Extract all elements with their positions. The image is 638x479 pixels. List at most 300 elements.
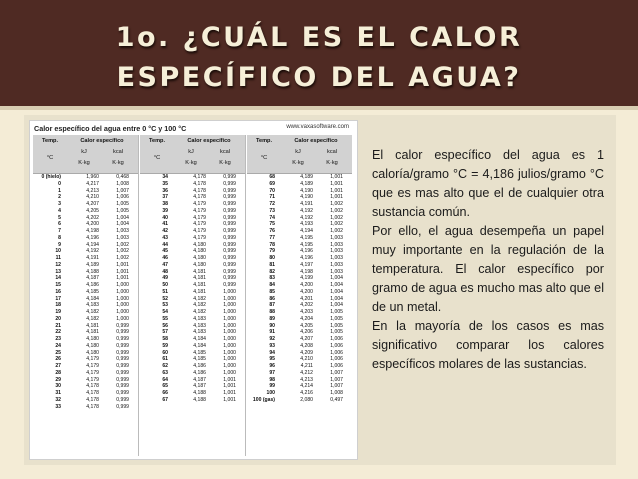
header-temp-unit: °C [153, 155, 161, 161]
row-temp: 42 [162, 228, 168, 234]
row-kcal: 1,000 [116, 288, 129, 295]
row-temp: 22 [55, 329, 61, 336]
table-row [140, 235, 245, 242]
table-row [140, 302, 245, 309]
row-kj: 4,208 [300, 342, 313, 349]
row-kj: 4,188 [86, 268, 99, 275]
row-temp: 25 [55, 349, 61, 356]
row-kj: 4,187 [86, 275, 99, 282]
row-kcal: 1,000 [223, 356, 236, 363]
header-kj-denom: K·kg [78, 160, 90, 166]
row-kcal: 0,999 [223, 275, 236, 282]
row-temp: 1 [58, 187, 61, 194]
row-kcal: 1,005 [116, 207, 129, 214]
row-kj: 4,179 [86, 376, 99, 383]
table-row [140, 269, 245, 276]
paragraph-molar-heat: En la mayoría de los casos es mas significativo comparar los calores específicos molares de las sustancias. [372, 319, 604, 371]
row-temp: 51 [162, 288, 168, 295]
header-kcal-denom: K·kg [326, 160, 338, 166]
row-temp: 63 [162, 369, 168, 376]
table-row [247, 302, 352, 309]
title-divider [0, 106, 638, 110]
row-kcal: 0,999 [116, 356, 129, 363]
table-row [33, 208, 138, 215]
table-row [247, 296, 352, 303]
row-kj: 4,198 [86, 228, 99, 234]
row-kcal: 1,000 [116, 309, 129, 315]
table-row [33, 262, 138, 269]
row-kj: 4,196 [86, 234, 99, 241]
row-temp: 11 [55, 255, 61, 261]
header-calor: Calor específico [294, 138, 338, 144]
row-kcal: 1,006 [330, 336, 343, 342]
row-kcal: 1,004 [330, 295, 343, 302]
row-kcal: 1,002 [116, 255, 129, 261]
row-temp: 57 [162, 329, 168, 336]
row-temp: 37 [162, 194, 168, 201]
row-kcal: 1,000 [223, 363, 236, 369]
row-temp: 70 [269, 187, 275, 194]
table-row [247, 242, 352, 249]
row-kcal: 1,001 [223, 383, 236, 390]
row-kcal: 1,000 [116, 295, 129, 302]
row-kcal: 1,005 [330, 329, 343, 336]
row-temp: 61 [162, 356, 168, 363]
row-kj: 4,181 [193, 288, 206, 295]
table-source: www.vaxasoftware.com [286, 124, 349, 130]
table-row [140, 336, 245, 343]
table-row [247, 275, 352, 282]
row-temp: 59 [162, 342, 168, 349]
row-temp: 12 [55, 261, 61, 268]
row-kcal: 0,999 [223, 268, 236, 275]
row-temp: 62 [162, 363, 168, 369]
row-temp: 97 [269, 369, 275, 376]
row-temp: 71 [269, 194, 275, 201]
row-kcal: 1,005 [330, 322, 343, 329]
table-row [33, 316, 138, 323]
row-kj: 4,192 [86, 248, 99, 255]
header-kj: kJ [188, 149, 194, 155]
row-kcal: 1,004 [330, 302, 343, 309]
row-temp: 43 [162, 234, 168, 241]
row-kcal: 1,000 [223, 302, 236, 309]
table-row [33, 235, 138, 242]
table-row [33, 188, 138, 195]
row-temp: 36 [162, 187, 168, 194]
table-row [247, 201, 352, 208]
row-kcal: 1,007 [330, 383, 343, 390]
row-kj: 4,199 [300, 275, 313, 282]
row-kj: 4,191 [86, 255, 99, 261]
table-row [247, 235, 352, 242]
row-temp: 55 [162, 315, 168, 322]
table-row [33, 363, 138, 370]
row-temp: 72 [269, 201, 275, 207]
row-temp: 18 [55, 302, 61, 309]
row-temp: 21 [55, 322, 61, 329]
table-row [33, 242, 138, 249]
table-row [247, 221, 352, 228]
row-kj: 4,179 [193, 234, 206, 241]
row-temp: 46 [162, 255, 168, 261]
header-kcal: kcal [327, 149, 337, 155]
table-row [140, 309, 245, 316]
row-kj: 4,179 [193, 201, 206, 207]
paragraph-specific-heat: El calor específico del agua es 1 caloría/gramo °C = 4,186 julios/gramo °C que es mas alto que el de cualquier otra sustancia común. [372, 148, 604, 219]
table-row [247, 336, 352, 343]
row-temp: 60 [162, 349, 168, 356]
row-kj: 4,180 [193, 255, 206, 261]
table-row [140, 397, 245, 404]
row-kcal: 0,497 [330, 396, 343, 403]
row-temp: 17 [55, 295, 61, 302]
table-row [140, 262, 245, 269]
row-kcal: 0,999 [223, 248, 236, 255]
table-row [33, 289, 138, 296]
row-kj: 4,187 [193, 376, 206, 383]
row-kcal: 1,000 [116, 282, 129, 288]
row-kj: 4,202 [300, 302, 313, 309]
row-kj: 4,184 [86, 295, 99, 302]
row-temp: 8 [58, 234, 61, 241]
row-temp: 15 [55, 282, 61, 288]
row-kj: 4,210 [86, 194, 99, 201]
row-temp: 5 [58, 214, 61, 221]
row-kj: 4,183 [193, 315, 206, 322]
table-row [140, 390, 245, 397]
table-row [140, 370, 245, 377]
row-temp: 89 [269, 315, 275, 322]
table-row [33, 255, 138, 262]
header-kj: kJ [295, 149, 301, 155]
table-row [247, 282, 352, 289]
row-temp: 58 [162, 336, 168, 342]
row-kcal: 1,002 [330, 221, 343, 228]
table-row [140, 356, 245, 363]
table-row [140, 343, 245, 350]
row-temp: 100 (gas) [252, 396, 275, 403]
row-kj: 4,213 [86, 187, 99, 194]
table-row [140, 174, 245, 181]
table-row [140, 248, 245, 255]
row-kcal: 0,999 [223, 221, 236, 228]
row-temp: 67 [162, 396, 168, 403]
row-temp: 64 [162, 376, 168, 383]
row-temp: 19 [55, 309, 61, 315]
row-kj: 4,178 [193, 187, 206, 194]
row-kcal: 1,004 [330, 282, 343, 288]
header-temp: Temp. [148, 138, 166, 144]
table-row [247, 363, 352, 370]
table-row [247, 174, 352, 181]
row-temp: 27 [55, 363, 61, 369]
row-kcal: 0,999 [116, 336, 129, 342]
row-kj: 4,200 [300, 288, 313, 295]
row-kcal: 1,000 [223, 315, 236, 322]
row-kcal: 1,004 [330, 275, 343, 282]
row-kj: 4,205 [300, 322, 313, 329]
row-kj: 4,186 [193, 369, 206, 376]
table-row [140, 275, 245, 282]
row-temp: 82 [269, 268, 275, 275]
header-kcal-denom: K·kg [219, 160, 231, 166]
row-kj: 4,196 [300, 255, 313, 261]
row-kj: 4,211 [300, 363, 313, 369]
table-row [247, 248, 352, 255]
row-temp: 2 [58, 194, 61, 201]
row-kj: 4,191 [300, 201, 313, 207]
row-kj: 4,184 [193, 342, 206, 349]
row-temp: 14 [55, 275, 61, 282]
row-kcal: 1,001 [330, 187, 343, 194]
table-row [33, 309, 138, 316]
row-kcal: 0,999 [116, 383, 129, 390]
row-kcal: 0,999 [116, 403, 129, 410]
row-kcal: 1,006 [330, 349, 343, 356]
row-temp: 98 [269, 376, 275, 383]
row-kcal: 1,001 [223, 390, 236, 396]
table-row [33, 356, 138, 363]
row-temp: 33 [55, 403, 61, 410]
row-temp: 34 [162, 174, 168, 180]
row-kj: 4,182 [193, 295, 206, 302]
row-kcal: 1,002 [330, 201, 343, 207]
table-row [33, 194, 138, 201]
header-temp-unit: °C [46, 155, 54, 161]
row-kj: 4,194 [300, 228, 313, 234]
table-row [247, 356, 352, 363]
table-row [140, 194, 245, 201]
row-temp: 85 [269, 288, 275, 295]
row-kj: 4,181 [86, 329, 99, 336]
row-temp: 75 [269, 221, 275, 228]
row-kj: 4,182 [86, 315, 99, 322]
row-kj: 4,189 [86, 261, 99, 268]
table-grid [33, 135, 354, 456]
table-row [247, 390, 352, 397]
row-temp: 96 [269, 363, 275, 369]
row-kcal: 0,999 [223, 282, 236, 288]
table-row [33, 336, 138, 343]
table-row [140, 255, 245, 262]
row-temp: 47 [162, 261, 168, 268]
table-row [247, 309, 352, 316]
row-kj: 4,217 [86, 180, 99, 187]
row-kj: 4,210 [300, 356, 313, 363]
row-temp: 52 [162, 295, 168, 302]
row-kj: 4,188 [193, 396, 206, 403]
row-kcal: 1,002 [116, 248, 129, 255]
row-kj: 4,207 [300, 336, 313, 342]
header-kcal: kcal [220, 149, 230, 155]
row-kj: 4,214 [300, 383, 313, 390]
header-temp: Temp. [255, 138, 273, 144]
row-temp: 35 [162, 180, 168, 187]
row-kcal: 1,000 [116, 315, 129, 322]
row-temp: 73 [269, 207, 275, 214]
explanation-text [372, 146, 604, 374]
row-temp: 78 [269, 241, 275, 248]
row-kcal: 1,003 [330, 255, 343, 261]
row-kj: 4,195 [300, 241, 313, 248]
table-row [247, 383, 352, 390]
row-kj: 2,080 [300, 396, 313, 403]
table-row [33, 228, 138, 235]
row-kcal: 1,003 [330, 241, 343, 248]
row-kj: 4,189 [300, 174, 313, 180]
table-row [247, 289, 352, 296]
row-kcal: 0,999 [116, 376, 129, 383]
row-kcal: 1,006 [330, 342, 343, 349]
header-temp-unit: °C [260, 155, 268, 161]
row-kj: 4,179 [86, 369, 99, 376]
row-kcal: 0,999 [116, 396, 129, 403]
table-column-header [247, 135, 352, 174]
row-temp: 44 [162, 241, 168, 248]
row-temp: 94 [269, 349, 275, 356]
row-kcal: 0,999 [223, 207, 236, 214]
row-kj: 4,180 [86, 342, 99, 349]
row-kcal: 1,000 [223, 288, 236, 295]
row-temp: 6 [58, 221, 61, 228]
table-row [140, 316, 245, 323]
table-row [247, 316, 352, 323]
row-kj: 4,181 [193, 282, 206, 288]
row-kj: 4,188 [193, 390, 206, 396]
row-temp: 4 [58, 207, 61, 214]
table-row [140, 188, 245, 195]
row-kcal: 1,003 [330, 248, 343, 255]
table-row [33, 343, 138, 350]
row-kj: 4,178 [86, 390, 99, 396]
row-kcal: 0,999 [223, 214, 236, 221]
row-temp: 20 [55, 315, 61, 322]
row-kj: 4,193 [300, 221, 313, 228]
row-kj: 4,180 [86, 336, 99, 342]
row-kj: 4,182 [193, 302, 206, 309]
row-kcal: 0,999 [116, 369, 129, 376]
row-temp: 76 [269, 228, 275, 234]
row-kj: 4,185 [193, 356, 206, 363]
row-temp: 83 [269, 275, 275, 282]
row-kcal: 1,000 [223, 309, 236, 315]
row-temp: 31 [55, 390, 61, 396]
row-kj: 4,180 [86, 349, 99, 356]
table-row [247, 188, 352, 195]
row-kcal: 0,999 [116, 322, 129, 329]
row-kj: 4,184 [193, 336, 206, 342]
row-kcal: 1,006 [330, 356, 343, 363]
row-kj: 4,195 [300, 234, 313, 241]
row-kcal: 1,000 [116, 302, 129, 309]
row-kj: 4,197 [300, 261, 313, 268]
table-row [33, 221, 138, 228]
row-temp: 77 [269, 234, 275, 241]
table-row [33, 282, 138, 289]
table-row [140, 215, 245, 222]
slide-title [0, 18, 638, 98]
row-kcal: 1,008 [330, 390, 343, 396]
row-temp: 0 [58, 180, 61, 187]
table-row [247, 323, 352, 330]
table-row [33, 397, 138, 404]
table-row [247, 269, 352, 276]
table-row [33, 390, 138, 397]
row-kj: 4,180 [193, 248, 206, 255]
row-kcal: 1,002 [116, 241, 129, 248]
table-row [247, 350, 352, 357]
row-kj: 4,216 [300, 390, 313, 396]
table-row [33, 181, 138, 188]
row-kcal: 1,008 [116, 180, 129, 187]
row-temp: 90 [269, 322, 275, 329]
row-kcal: 1,000 [223, 329, 236, 336]
row-kcal: 0,999 [223, 241, 236, 248]
row-kj: 4,179 [193, 214, 206, 221]
row-kj: 4,209 [300, 349, 313, 356]
row-kcal: 1,003 [116, 228, 129, 234]
table-row [33, 383, 138, 390]
table-row [247, 329, 352, 336]
table-row [140, 221, 245, 228]
row-temp: 65 [162, 383, 168, 390]
table-row [247, 215, 352, 222]
row-kj: 4,190 [300, 194, 313, 201]
row-kj: 4,185 [193, 349, 206, 356]
table-row [140, 377, 245, 384]
row-kj: 4,182 [86, 309, 99, 315]
row-kj: 4,194 [86, 241, 99, 248]
table-row [140, 228, 245, 235]
row-kcal: 1,007 [116, 187, 129, 194]
row-temp: 53 [162, 302, 168, 309]
row-kcal: 1,000 [223, 322, 236, 329]
row-kcal: 1,000 [223, 349, 236, 356]
row-kcal: 1,005 [116, 201, 129, 207]
header-kcal: kcal [113, 149, 123, 155]
title-bar [0, 0, 638, 106]
row-kj: 4,178 [193, 174, 206, 180]
row-kj: 4,183 [193, 329, 206, 336]
row-temp: 41 [162, 221, 168, 228]
row-kj: 4,213 [300, 376, 313, 383]
row-kj: 4,206 [300, 329, 313, 336]
row-kcal: 1,001 [223, 396, 236, 403]
row-kcal: 1,007 [330, 376, 343, 383]
row-temp: 28 [55, 369, 61, 376]
row-temp: 13 [55, 268, 61, 275]
header-temp: Temp. [41, 138, 59, 144]
table-row [33, 323, 138, 330]
row-kcal: 0,999 [223, 180, 236, 187]
row-kcal: 1,006 [330, 363, 343, 369]
table-row [140, 282, 245, 289]
row-kcal: 1,001 [330, 174, 343, 180]
row-kcal: 0,999 [116, 329, 129, 336]
row-temp: 9 [58, 241, 61, 248]
row-temp: 68 [269, 174, 275, 180]
table-row [33, 404, 138, 411]
row-kj: 4,181 [86, 322, 99, 329]
row-kj: 4,179 [193, 207, 206, 214]
row-temp: 79 [269, 248, 275, 255]
table-row [33, 302, 138, 309]
row-temp: 30 [55, 383, 61, 390]
row-kj: 4,200 [86, 221, 99, 228]
row-kcal: 0,999 [223, 261, 236, 268]
row-kcal: 1,004 [330, 288, 343, 295]
